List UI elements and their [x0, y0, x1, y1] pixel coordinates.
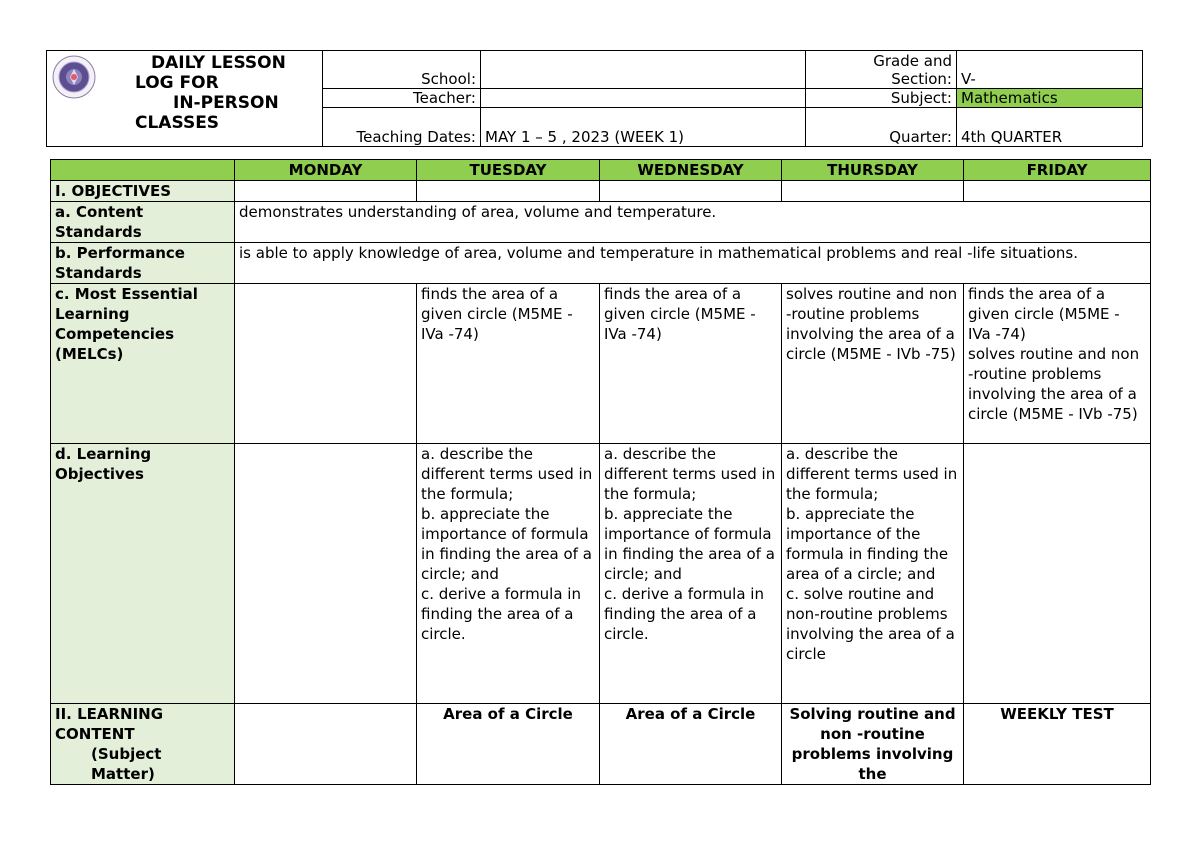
day-header-wednesday: WEDNESDAY — [600, 160, 782, 181]
learning-objectives-thursday[interactable]: a. describe the different terms used in the formula; b. appreciate the importance of the formula in finding the area of a circle; and c. solve routine and non-routine problems involving the area of a circle — [782, 444, 964, 704]
school-field[interactable] — [481, 51, 806, 89]
corner-cell — [51, 160, 235, 181]
deped-seal-icon — [52, 55, 96, 99]
lesson-log-table — [50, 159, 1151, 785]
teacher-field[interactable] — [481, 89, 806, 108]
document-title — [135, 53, 286, 133]
learning-content-thursday[interactable]: Solving routine and non -routine problems involving the — [782, 704, 964, 785]
title-line-2: LOG FOR — [135, 73, 219, 93]
table-row — [51, 202, 1151, 243]
teaching-dates-label: Teaching Dates: — [323, 108, 481, 147]
table-row — [51, 284, 1151, 444]
content-standards-label: a. Content Standards — [51, 202, 235, 243]
learning-objectives-friday[interactable] — [964, 444, 1151, 704]
melcs-wednesday[interactable]: finds the area of a given circle (M5ME - IVa -74) — [600, 284, 782, 444]
learning-content-label-line-2: (Subject Matter) — [91, 745, 162, 783]
objectives-label: I. OBJECTIVES — [51, 181, 235, 202]
day-header-monday: MONDAY — [235, 160, 417, 181]
quarter-field[interactable]: 4th QUARTER — [957, 108, 1143, 147]
teaching-dates-field[interactable]: MAY 1 – 5 , 2023 (WEEK 1) — [481, 108, 806, 147]
table-row — [51, 181, 1151, 202]
day-header-row — [51, 160, 1151, 181]
day-header-thursday: THURSDAY — [782, 160, 964, 181]
title-line-3: IN-PERSON — [173, 93, 279, 113]
melcs-friday[interactable]: finds the area of a given circle (M5ME - IVa -74) solves routine and non -routine problems involving the area of a circle (M5ME - IVb -75) — [964, 284, 1151, 444]
grade-section-label: Grade and Section: — [806, 51, 957, 89]
content-standards-value[interactable]: demonstrates understanding of area, volume and temperature. — [235, 202, 1151, 243]
objectives-tuesday[interactable] — [417, 181, 600, 202]
melcs-thursday[interactable]: solves routine and non -routine problems involving the area of a circle (M5ME - IVb -75) — [782, 284, 964, 444]
melcs-tuesday[interactable]: finds the area of a given circle (M5ME - IVa -74) — [417, 284, 600, 444]
learning-content-friday[interactable]: WEEKLY TEST — [964, 704, 1151, 785]
objectives-monday[interactable] — [235, 181, 417, 202]
learning-content-monday[interactable] — [235, 704, 417, 785]
performance-standards-label: b. Performance Standards — [51, 243, 235, 284]
learning-content-wednesday[interactable]: Area of a Circle — [600, 704, 782, 785]
learning-content-label — [51, 704, 235, 785]
teacher-label: Teacher: — [323, 89, 481, 108]
title-line-1: DAILY LESSON — [151, 53, 286, 73]
learning-objectives-wednesday[interactable]: a. describe the different terms used in the formula; b. appreciate the importance of formula in finding the area of a circle; and c. derive a formula in finding the area of a circle. — [600, 444, 782, 704]
objectives-friday[interactable] — [964, 181, 1151, 202]
learning-objectives-tuesday[interactable]: a. describe the different terms used in the formula; b. appreciate the importance of formula in finding the area of a circle; and c. derive a formula in finding the area of a circle. — [417, 444, 600, 704]
school-label: School: — [323, 51, 481, 89]
header-table — [46, 50, 1143, 147]
learning-objectives-label: d. Learning Objectives — [51, 444, 235, 704]
table-row — [51, 243, 1151, 284]
table-row — [51, 444, 1151, 704]
table-row — [51, 704, 1151, 785]
melcs-label: c. Most Essential Learning Competencies (MELCs) — [51, 284, 235, 444]
objectives-thursday[interactable] — [782, 181, 964, 202]
day-header-tuesday: TUESDAY — [417, 160, 600, 181]
subject-label: Subject: — [806, 89, 957, 108]
learning-content-tuesday[interactable]: Area of a Circle — [417, 704, 600, 785]
quarter-label: Quarter: — [806, 108, 957, 147]
learning-objectives-monday[interactable] — [235, 444, 417, 704]
melcs-monday[interactable] — [235, 284, 417, 444]
performance-standards-value[interactable]: is able to apply knowledge of area, volume and temperature in mathematical problems and real -life situations. — [235, 243, 1151, 284]
title-block — [47, 51, 323, 147]
subject-field[interactable]: Mathematics — [957, 89, 1143, 108]
grade-section-field[interactable]: V- — [957, 51, 1143, 89]
objectives-wednesday[interactable] — [600, 181, 782, 202]
day-header-friday: FRIDAY — [964, 160, 1151, 181]
learning-content-label-line-1: II. LEARNING CONTENT — [55, 705, 164, 743]
title-line-4: CLASSES — [135, 113, 220, 133]
